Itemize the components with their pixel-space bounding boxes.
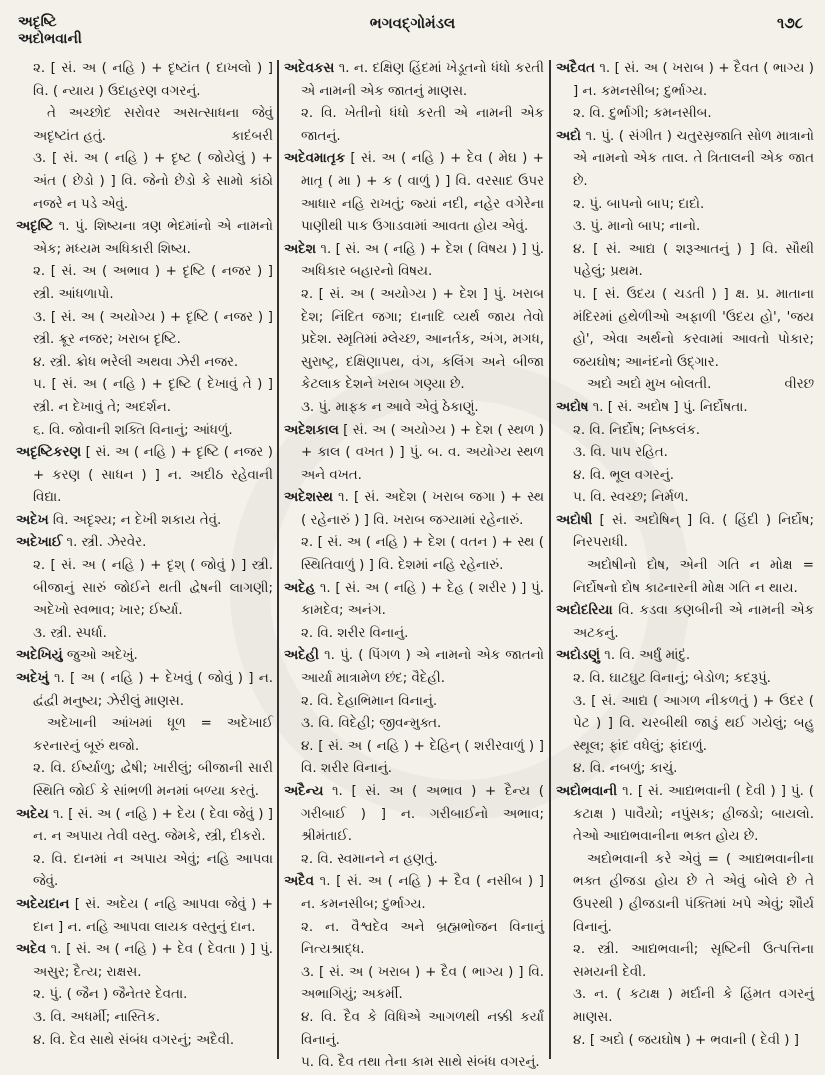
headword: અદેહી <box>284 648 319 664</box>
definition-text: ૩. [ સં. અ ( અયોગ્ય ) + દૃષ્ટિ ( નજર ) ] સ્ત્રી. ક્રૂર નજર; ખરાબ દૃષ્ટિ. <box>33 309 273 348</box>
dictionary-entry <box>556 600 814 645</box>
definition-text: ૨. સ્ત્રી. આદ્યભવાની; સૃષ્ટિની ઉત્પત્તિના સમયની દેવી. <box>573 942 814 980</box>
page-number: ૧૭૮ <box>776 14 803 32</box>
entry-sense <box>16 623 273 646</box>
entry-sense <box>284 917 544 962</box>
guide-word-first: અદૃષ્ટિ <box>18 14 57 30</box>
definition-text: ૪. [ સં. આદ્ય ( શરૂઆતનું ) ] વિ. સૌથી પહેલું; પ્રથમ. <box>573 241 814 280</box>
definition-text: ૩. પું. માનો બાપ; નાનો. <box>573 219 701 235</box>
definition-text: ૩. વિ. વિદેહી; જીવન્મુક્ત. <box>301 716 442 732</box>
definition-text: અદોષીનો દોષ, એની ગતિ ન મોક્ષ = નિર્દોષનો દોષ કાઢનારની મોક્ષ ગતિ ન થાય. <box>573 558 814 596</box>
dictionary-entry <box>16 668 273 713</box>
entry-sense <box>16 1007 273 1030</box>
definition-text: ૨. [ સં. અ ( અભાવ ) + દૃષ્ટિ ( નજર ) ] સ્ત્રી. આંધળાપો. <box>33 264 273 302</box>
column-3 <box>556 58 814 1052</box>
headword: અદો <box>556 128 581 144</box>
definition-text: ૧. [ સં. આદ્યભવાની ( દેવી ) ] પું. ( કટાક્ષ ) પાવૈયો; નપુંસક; હીજડો; બાયલો. તેઓ આદ્યભવાનીના ભક્ત હોય છે. <box>573 784 815 845</box>
entry-sense <box>556 442 814 465</box>
definition-text: ૨. વિ. ઘાટઘુટ વિનાનું; બેડોળ; કદરૂપું. <box>573 671 771 687</box>
entry-sense <box>556 420 814 443</box>
dictionary-entry <box>16 645 273 668</box>
definition-text: ૪. સ્ત્રી. ક્રોધ ભરેલી અથવા ઝેરી નજર. <box>33 354 239 370</box>
definition-text: ૫. [ સં. ઉદય ( ચડતી ) ] ક્ષ. પ્ર. માતાના મંદિરમાં હથેળીઓ અફાળી 'ઉદય હો', 'જય હો', એવા અર્થનો કરવામાં આવતો પોકાર; જયઘોષ; આનંદનો ઉદ્ગાર. <box>573 286 814 370</box>
definition-text: ૪. વિ. નબળું; કાચું. <box>573 761 678 777</box>
dictionary-entry <box>284 781 544 849</box>
definition-text: ૪. વિ. દૈવ કે વિધિએ આગળથી નક્કી કર્યાં વિનાનું. <box>301 1009 544 1048</box>
quote-source: વીરછ <box>784 377 814 393</box>
entry-sense <box>16 261 273 306</box>
column-divider <box>549 60 551 1059</box>
definition-text: ૬. વિ. જોવાની શક્તિ વિનાનું; આંધળું. <box>33 422 233 438</box>
headword: અદેશસ્થ <box>284 490 333 506</box>
dictionary-entry <box>284 148 544 238</box>
definition-text: અદો અદો મુખ બોલતી. <box>587 377 712 393</box>
definition-text: ૨. વિ. શરીર વિનાનું. <box>301 625 409 641</box>
usage-example <box>556 849 814 939</box>
definition-text: જુઓ અદેખું. <box>66 648 138 664</box>
definition-text: ૩. [ સં. અ ( નહિ ) + દૃષ્ટ ( જોયેલું ) + અંત ( છેડો ) ] વિ. જેનો છેડો કે સામો કાંઠો નજરે ન પડે એવું. <box>33 151 273 212</box>
definition-text: ૪. [ સં. અ ( નહિ ) + દેહિન્ ( શરીરવાળું ) ] વિ. શરીર વિનાનું. <box>301 738 544 777</box>
definition-text: અદોભવાની કરે એવું = ( આદ્યભવાનીના ભક્ત હીજડા હોય છે તે એવું બોલે છે તે ઉપરથી ) હીજડાની પંક્તિમાં ખપે એવું; શૌર્ય વિનાનું. <box>573 851 814 935</box>
entry-sense <box>556 216 814 239</box>
dictionary-entry <box>284 871 544 916</box>
definition-text: ૧. [ અ ( નહિ ) + દેખવું ( જોવું ) ] ન. દ્વંદ્વી મનુષ્ય; ઝેરીલું માણસ. <box>33 671 273 709</box>
definition-text: ૧. પું. ( સંગીત ) ચતુરસ્રજાતિ સોળ માત્રાનો એ નામનો એક તાલ. તે ત્રિતાલની એક જાત છે. <box>573 128 814 189</box>
definition-text: ૫. [ સં. અ ( નહિ ) + દૃષ્ટિ ( દેખાવું તે ) ] સ્ત્રી. ન દેખાવું તે; અદર્શન. <box>33 377 273 415</box>
definition-text: ૧. પું. ( પિંગળ ) એ નામનો એક જાતનો આર્યા માત્રામેળ છંદ; વૈદેહી. <box>301 648 544 687</box>
definition-text: ૨. [ સં. અ ( નહિ ) + દૃશ્ ( જોવું ) ] સ્ત્રી. બીજાનું સારું જોઈને થતી દ્વેષની લાગણી; અદેખો સ્વભાવ; ખાર; ઈર્ષ્યા. <box>33 558 273 619</box>
entry-sense <box>556 984 814 1029</box>
dictionary-entry <box>16 532 273 555</box>
definition-text: અદેખાની આંખમાં ધૂળ = અદેખાઈ કરનારનું બૂરું થજો. <box>33 716 273 754</box>
definition-text: ૩. [ સં. અ ( ખરાબ ) + દૈવ ( ભાગ્ય ) ] વિ. અભાગિયું; અકર્મી. <box>301 964 544 1003</box>
headword: અદોષ <box>556 399 589 415</box>
headword: અદૃષ્ટિ <box>16 219 53 235</box>
entry-sense <box>16 148 273 216</box>
entry-sense <box>284 691 544 714</box>
dictionary-entry <box>556 397 814 420</box>
headword: અદૈન્ય <box>284 784 324 799</box>
definition-text: ૧. ન. દક્ષિણ હિંદમાં ખેડૂતનો ધંધો કરતી એ નામની એક જાતનું માણસ. <box>301 61 544 99</box>
entry-sense <box>556 284 814 374</box>
entry-sense <box>556 103 814 126</box>
definition-text: ૧. [ સં. અ ( નહિ ) + દેય ( દેવા જેવું ) ] ન. ન અપાય તેવી વસ્તુ. જેમકે, સ્ત્રી, દીકરો. <box>33 806 273 845</box>
dictionary-entry <box>284 239 544 284</box>
headword: અદેવ <box>16 942 46 958</box>
quote-source: કાદંબરી <box>231 128 273 144</box>
definition-text: ૫. વિ. દૈવ તથા તેના કામ સાથે સંબંધ વગરનું. <box>301 1055 540 1071</box>
usage-example <box>16 103 273 148</box>
headword: અદેખ <box>16 512 49 528</box>
definition-text: ૧. [ સં. અ ( નહિ ) + દેશ ( વિષય ) ] પું. અધિકાર બહારનો વિષય. <box>301 241 544 280</box>
dictionary-entry <box>556 781 814 849</box>
entry-sense <box>16 307 273 352</box>
definition-text: તે અચ્છોદ સરોવર અસત્સાધના જેવું અદૃષ્ટાંત હતું. <box>33 106 273 144</box>
dictionary-entry <box>556 126 814 194</box>
entry-sense <box>16 758 273 803</box>
headword: અદેખું <box>16 671 49 687</box>
definition-text: ૧. [ સં. અદેશ ( ખરાબ જગા ) + સ્થ ( રહેનારું ) ] વિ. ખરાબ જગ્યામાં રહેનારું. <box>301 490 544 528</box>
definition-text: ૧. [ સં. અદોષ ] પું. નિર્દોષતા. <box>592 399 748 415</box>
entry-sense <box>284 623 544 646</box>
definition-text: વિ. અદૃશ્ય; ન દેખી શકાય તેવું. <box>52 512 222 528</box>
definition-text: ૨. ન. વૈશ્વદેવ અને બ્રહ્મભોજન વિનાનું નિત્યશ્રાદ્ધ. <box>301 919 544 958</box>
definition-text: ૨. વિ. દેહાભિમાન વિનાનું. <box>301 693 438 709</box>
headword: અદેહ <box>284 580 316 596</box>
definition-text: ૪. [ અદો ( જયઘોષ ) + ભવાની ( દેવી ) ] <box>573 1032 799 1048</box>
page-title: ભગવદ્ગોમંડલ <box>369 14 456 32</box>
entry-sense <box>284 397 544 420</box>
definition-text: ૧. વિ. અર્ધું માંદું. <box>604 648 691 664</box>
headword: અદેય <box>16 806 49 822</box>
column-2 <box>284 58 544 1075</box>
definition-text: ૩. વિ. અધર્મી; નાસ્તિક. <box>33 1009 161 1025</box>
entry-sense <box>16 849 273 894</box>
definition-text: ૧. [ સં. અ ( અભાવ ) + દૈન્ય ( ગરીબાઈ ) ] ન. ગરીબાઈનો અભાવ; શ્રીમંતાઈ. <box>301 784 544 845</box>
definition-text: ૨. વિ. દાનમાં ન અપાય એવું; નહિ આપવા જેવું. <box>33 851 273 890</box>
column-1 <box>16 58 273 1052</box>
entry-sense <box>16 374 273 419</box>
entry-sense <box>16 58 273 103</box>
entry-sense <box>556 194 814 217</box>
entry-sense <box>556 487 814 510</box>
usage-example <box>16 713 273 758</box>
definition-text: ૨. વિ. નિર્દોષ; નિષ્કલંક. <box>573 422 701 438</box>
column-divider <box>277 60 279 1059</box>
entry-sense <box>284 103 544 148</box>
definition-text: [ સં. અ ( નહિ ) + દૃષ્ટિ ( નજર ) + કરણ ( સાધન ) ] ન. અદીઠ રહેવાની વિદ્યા. <box>33 445 273 506</box>
entry-sense <box>16 420 273 443</box>
definition-text: ૨. [ સં. અ ( નહિ ) + દૃષ્ટાંત ( દાખલો ) ] વિ. ( ન્યાય ) ઉદાહરણ વગરનું. <box>33 61 273 99</box>
guide-word-last: અદોભવાની <box>18 31 82 47</box>
entry-sense <box>284 1052 544 1075</box>
headword: અદેખિયું <box>16 648 63 664</box>
definition-text: ૨. વિ. ખેતીનો ધંધો કરતી એ નામની એક જાતનું. <box>301 106 544 144</box>
headword: અદેવકસ <box>284 61 335 76</box>
entry-sense <box>16 555 273 623</box>
usage-example <box>556 555 814 600</box>
dictionary-entry <box>556 58 814 103</box>
entry-sense <box>556 239 814 284</box>
entry-sense <box>16 984 273 1007</box>
dictionary-entry <box>556 510 814 555</box>
definition-text: ૧. પું. શિષ્યના ત્રણ ભેદમાંનો એ નામનો એક; મધ્યમ અધિકારી શિષ્ય. <box>33 219 273 257</box>
entry-sense <box>16 352 273 375</box>
definition-text: ૧. [ સં. અ ( નહિ ) + દૈવ ( નસીબ ) ] ન. કમનસીબ; દુર્ભાગ્ય. <box>301 874 544 912</box>
dictionary-entry <box>16 442 273 510</box>
definition-text: ૧. [ સં. અ ( નહિ ) + દેહ ( શરીર ) ] પું. કામદેવ; અનંગ. <box>301 580 544 619</box>
dictionary-entry <box>16 894 273 939</box>
entry-sense <box>284 962 544 1007</box>
entry-sense <box>284 532 544 577</box>
dictionary-entry <box>16 939 273 984</box>
definition-text: ૩. સ્ત્રી. સ્પર્ધા. <box>33 625 107 641</box>
dictionary-entry <box>16 804 273 849</box>
definition-text: ૨. પું. બાપનો બાપ; દાદો. <box>573 196 705 212</box>
definition-text: ૨. વિ. દુર્ભાગી; કમનસીબ. <box>573 106 712 122</box>
definition-text: ૫. વિ. સ્વચ્છ; નિર્મળ. <box>573 490 689 506</box>
definition-text: ૧. [ સં. અ ( ખરાબ ) + દૈવત ( ભાગ્ય ) ] ન. કમનસીબ; દુર્ભાગ્ય. <box>573 61 814 99</box>
headword: અદૈવ <box>284 874 314 890</box>
definition-text: ૪. વિ. ભૂલ વગરનું. <box>573 467 675 483</box>
definition-text: [ સં. અદેય ( નહિ આપવા જેવું ) + દાન ] ન. નહિ આપવા લાયક વસ્તુનું દાન. <box>33 896 273 935</box>
dictionary-entry <box>556 645 814 668</box>
definition-text: [ સં. અદોષિન્ ] વિ. ( હિંદી ) નિર્દોષ; નિરપરાધી. <box>573 512 814 551</box>
dictionary-entry <box>284 420 544 488</box>
dictionary-entry <box>284 487 544 532</box>
usage-example <box>556 374 814 397</box>
definition-text: ૨. [ સં. અ ( નહિ ) + દેશ ( વતન ) + સ્થ ( સ્થિતિવાળું ) ] વિ. દેશમાં નહિ રહેનારું. <box>301 535 544 574</box>
definition-text: [ સં. અ ( નહિ ) + દેવ ( મેઘ ) + માતૃ ( મા ) + ક ( વાળું ) ] વિ. વરસાદ ઉપર આધાર નહિ રાખતું; જ્યાં નદી, નહેર વગેરેના પાણીથી પાક ઉગાડવામાં આવતા હોય એવું. <box>301 151 544 235</box>
headword: અદોદરિયા <box>556 603 613 619</box>
entry-sense <box>16 1030 273 1053</box>
entry-sense <box>556 691 814 759</box>
entry-sense <box>556 939 814 984</box>
entry-sense <box>284 284 544 397</box>
headword: અદૃષ્ટિકરણ <box>16 445 82 461</box>
headword: અદેવમાતૃક <box>284 151 346 167</box>
definition-text: ૨. વિ. સ્વમાનને ન હણતું. <box>301 851 438 867</box>
headword: અદેશકાલ <box>284 422 339 438</box>
entry-sense <box>556 758 814 781</box>
definition-text: ૪. વિ. દેવ સાથે સંબંધ વગરનું; અદૈવી. <box>33 1032 235 1048</box>
entry-sense <box>284 849 544 872</box>
entry-sense <box>556 668 814 691</box>
entry-sense <box>556 1030 814 1053</box>
headword: અદૈવત <box>556 61 595 76</box>
definition-text: ૩. [ સં. આદ્ય ( આગળ નીકળતું ) + ઉદર ( પેટ ) ] વિ. ચરબીથી જાડું થઈ ગયેલું; બહુ સ્થૂલ; ફાંદ વધેલું; ફાંદાળું. <box>573 693 814 754</box>
dictionary-entry <box>284 645 544 690</box>
definition-text: વિ. કડવા કણબીની એ નામની એક અટકનું. <box>573 603 814 641</box>
entry-sense <box>284 1007 544 1052</box>
dictionary-entry <box>16 216 273 261</box>
entry-sense <box>556 465 814 488</box>
dictionary-entry <box>16 510 273 533</box>
headword: અદેશ <box>284 241 316 257</box>
definition-text: ૨. વિ. ઈર્ષ્યાળુ; દ્વેષી; ખારીલું; બીજાની સારી સ્થિતિ જોઈ કે સાંભળી મનમાં બળ્યા કરતું. <box>33 761 273 799</box>
definition-text: ૧. [ સં. અ ( નહિ ) + દેવ ( દેવતા ) ] પું. અસુર; દૈત્ય; રાક્ષસ. <box>33 942 273 980</box>
headword: અદેયદાન <box>16 896 70 912</box>
definition-text: ૩. ન. ( કટાક્ષ ) મર્દાની કે હિંમત વગરનું માણસ. <box>573 987 814 1025</box>
definition-text: ૨. [ સં. અ ( અયોગ્ય ) + દેશ ] પું. ખરાબ દેશ; નિંદિત જગા; દાનાદિ વ્યર્થ જાય તેવો પ્રદેશ. સ્મૃતિમાં મ્લેચ્છ, આનર્તક, અંગ, મગધ, સુરાષ્ટ્ર, દક્ષિણાપથ, વંગ, કલિંગ અને બીજા કેટલાક દેશને ખરાબ ગણ્યા છે. <box>301 286 544 393</box>
definition-text: ૩. પું. માફક ન આવે એવું ઠેકાણું. <box>301 399 479 415</box>
entry-sense <box>284 713 544 736</box>
definition-text: [ સં. અ ( અયોગ્ય ) + દેશ ( સ્થળ ) + કાલ ( વખત ) ] પું. બ. વ. અયોગ્ય સ્થળ અને વખત. <box>301 422 544 483</box>
headword: અદેખાઈ <box>16 535 63 551</box>
dictionary-entry <box>284 578 544 623</box>
definition-text: ૨. પું. ( જૈન ) જૈનેતર દેવતા. <box>33 987 188 1003</box>
headword: અદોષી <box>556 512 593 528</box>
headword: અદોડણું <box>556 648 600 664</box>
definition-text: ૧. સ્ત્રી. ઝેરવેર. <box>66 535 147 551</box>
entry-sense <box>284 736 544 781</box>
headword: અદોભવાની <box>556 784 618 799</box>
definition-text: ૩. વિ. પાપ રહિત. <box>573 445 668 461</box>
dictionary-entry <box>284 58 544 103</box>
